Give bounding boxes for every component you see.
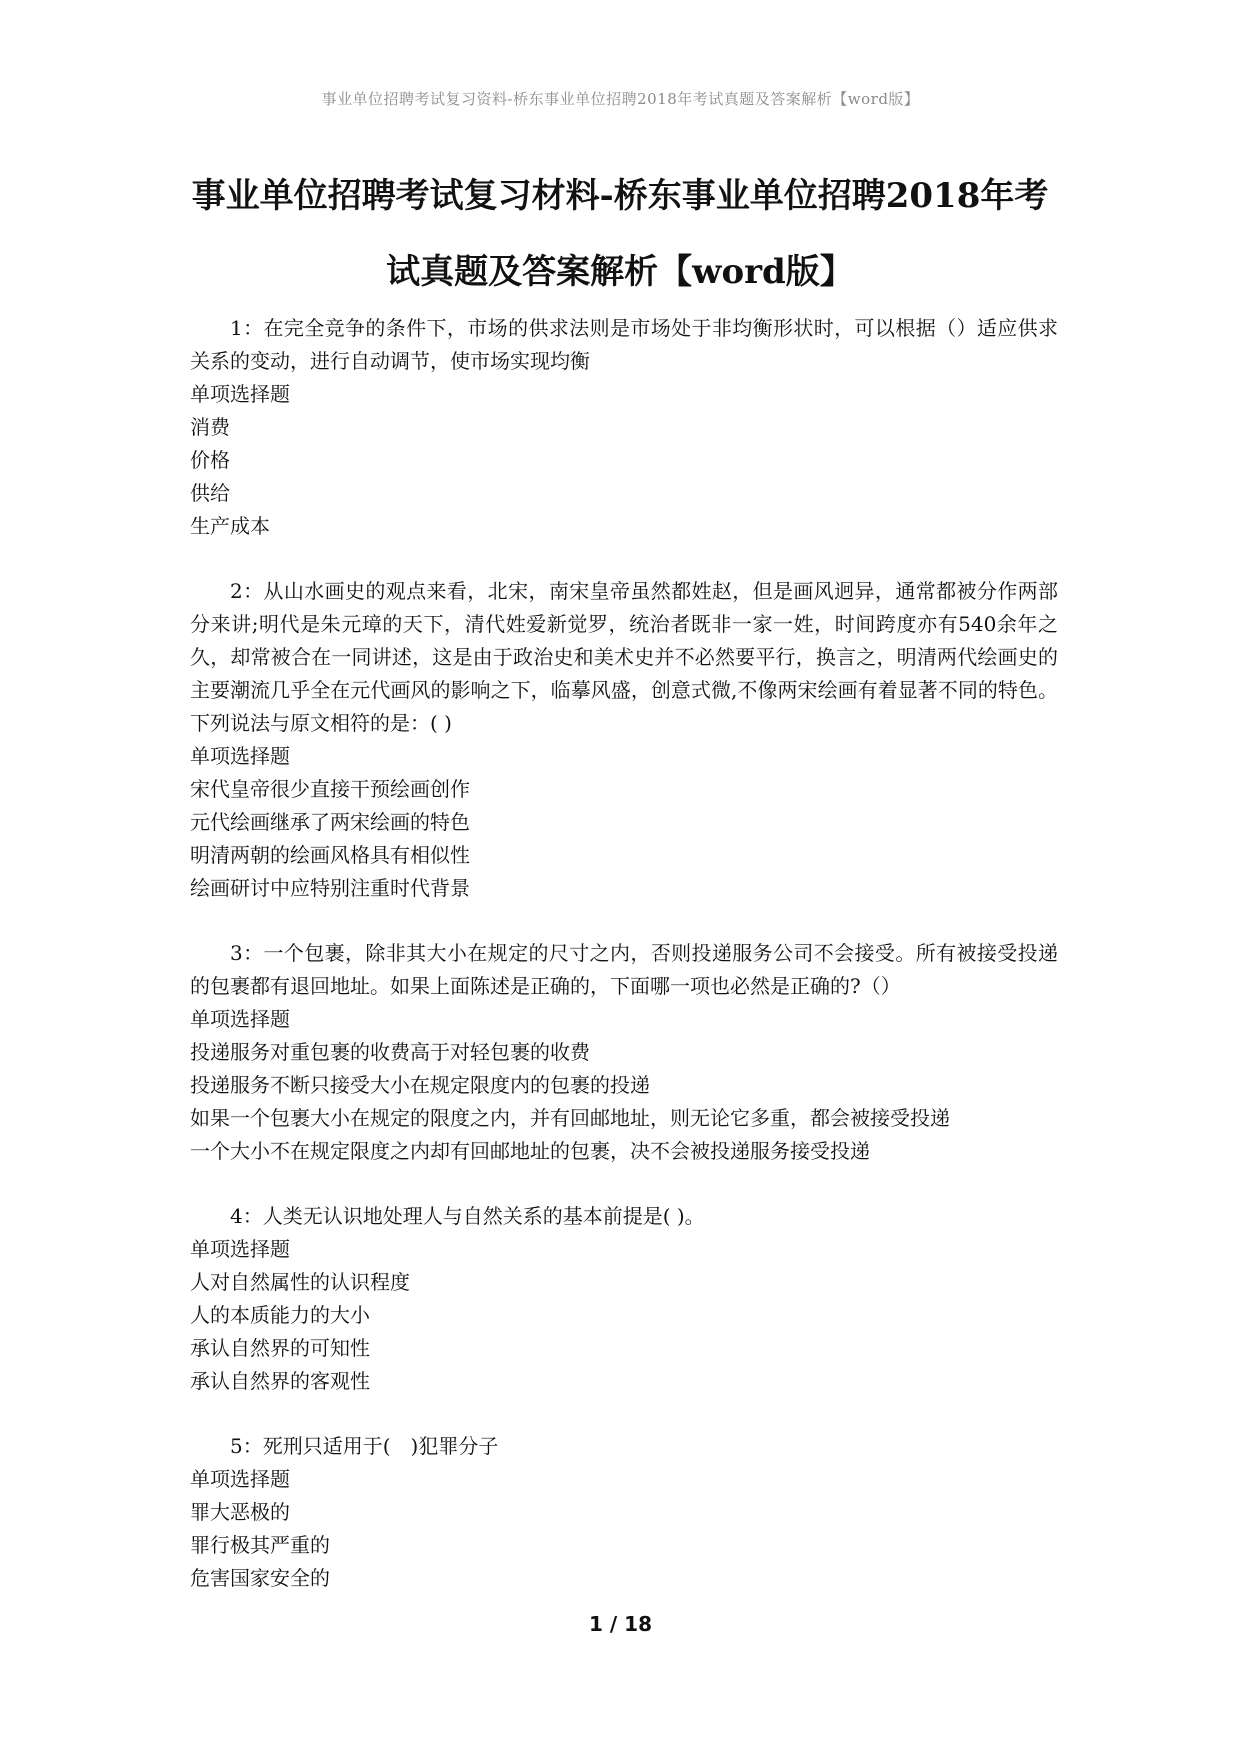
question-stem: 3：一个包裹，除非其大小在规定的尺寸之内，否则投递服务公司不会接受。所有被接受投递的包裹都有退回地址。如果上面陈述是正确的，下面哪一项也必然是正确的?（）: [190, 941, 1058, 998]
option-c: 承认自然界的可知性: [190, 1336, 370, 1360]
question-5: [190, 1430, 1058, 1595]
question-list: [190, 312, 1058, 1627]
question-type: 单项选择题: [190, 1007, 290, 1031]
question-type: 单项选择题: [190, 382, 290, 406]
option-b: 投递服务不断只接受大小在规定限度内的包裹的投递: [190, 1073, 650, 1097]
question-2: [190, 575, 1058, 905]
question-type: 单项选择题: [190, 1467, 290, 1491]
option-a: 消费: [190, 415, 230, 439]
question-stem: 2：从山水画史的观点来看，北宋，南宋皇帝虽然都姓赵，但是画风迥异，通常都被分作两部分来讲;明代是朱元璋的天下，清代姓爱新觉罗，统治者既非一家一姓，时间跨度亦有540余年之久，却常被合在一同讲述，这是由于政治史和美术史并不必然要平行，换言之，明清两代绘画史的主要潮流几乎全在元代画风的影响之下，临摹风盛，创意式微,不像两宋绘画有着显著不同的特色。下列说法与原文相符的是：( ): [190, 579, 1058, 735]
option-d: 生产成本: [190, 514, 270, 538]
question-4: [190, 1200, 1058, 1398]
option-a: 投递服务对重包裹的收费高于对轻包裹的收费: [190, 1040, 590, 1064]
question-type: 单项选择题: [190, 744, 290, 768]
option-b: 罪行极其严重的: [190, 1533, 330, 1557]
title-line-2: 试真题及答案解析【word版】: [386, 252, 854, 292]
option-c: 供给: [190, 481, 230, 505]
question-type: 单项选择题: [190, 1237, 290, 1261]
document-title: [180, 158, 1060, 310]
question-3: [190, 937, 1058, 1168]
title-line-1: 事业单位招聘考试复习材料-桥东事业单位招聘2018年考: [191, 176, 1049, 216]
running-header: 事业单位招聘考试复习资料-桥东事业单位招聘2018年考试真题及答案解析【word版】: [321, 90, 920, 108]
question-stem: 5：死刑只适用于( )犯罪分子: [230, 1434, 499, 1458]
option-c: 危害国家安全的: [190, 1566, 330, 1590]
option-b: 价格: [190, 448, 230, 472]
option-d: 绘画研讨中应特别注重时代背景: [190, 876, 470, 900]
option-a: 人对自然属性的认识程度: [190, 1270, 410, 1294]
question-stem: 1：在完全竞争的条件下，市场的供求法则是市场处于非均衡形状时，可以根据（）适应供求关系的变动，进行自动调节，使市场实现均衡: [190, 316, 1058, 373]
option-d: 一个大小不在规定限度之内却有回邮地址的包裹，决不会被投递服务接受投递: [190, 1139, 870, 1163]
question-1: [190, 312, 1058, 543]
question-stem: 4：人类无认识地处理人与自然关系的基本前提是( )。: [230, 1204, 705, 1228]
option-b: 元代绘画继承了两宋绘画的特色: [190, 810, 470, 834]
option-c: 如果一个包裹大小在规定的限度之内，并有回邮地址，则无论它多重，都会被接受投递: [190, 1106, 950, 1130]
option-a: 罪大恶极的: [190, 1500, 290, 1524]
page-number: 1 / 18: [589, 1612, 652, 1636]
option-b: 人的本质能力的大小: [190, 1303, 370, 1327]
option-c: 明清两朝的绘画风格具有相似性: [190, 843, 470, 867]
option-a: 宋代皇帝很少直接干预绘画创作: [190, 777, 470, 801]
option-d: 承认自然界的客观性: [190, 1369, 370, 1393]
